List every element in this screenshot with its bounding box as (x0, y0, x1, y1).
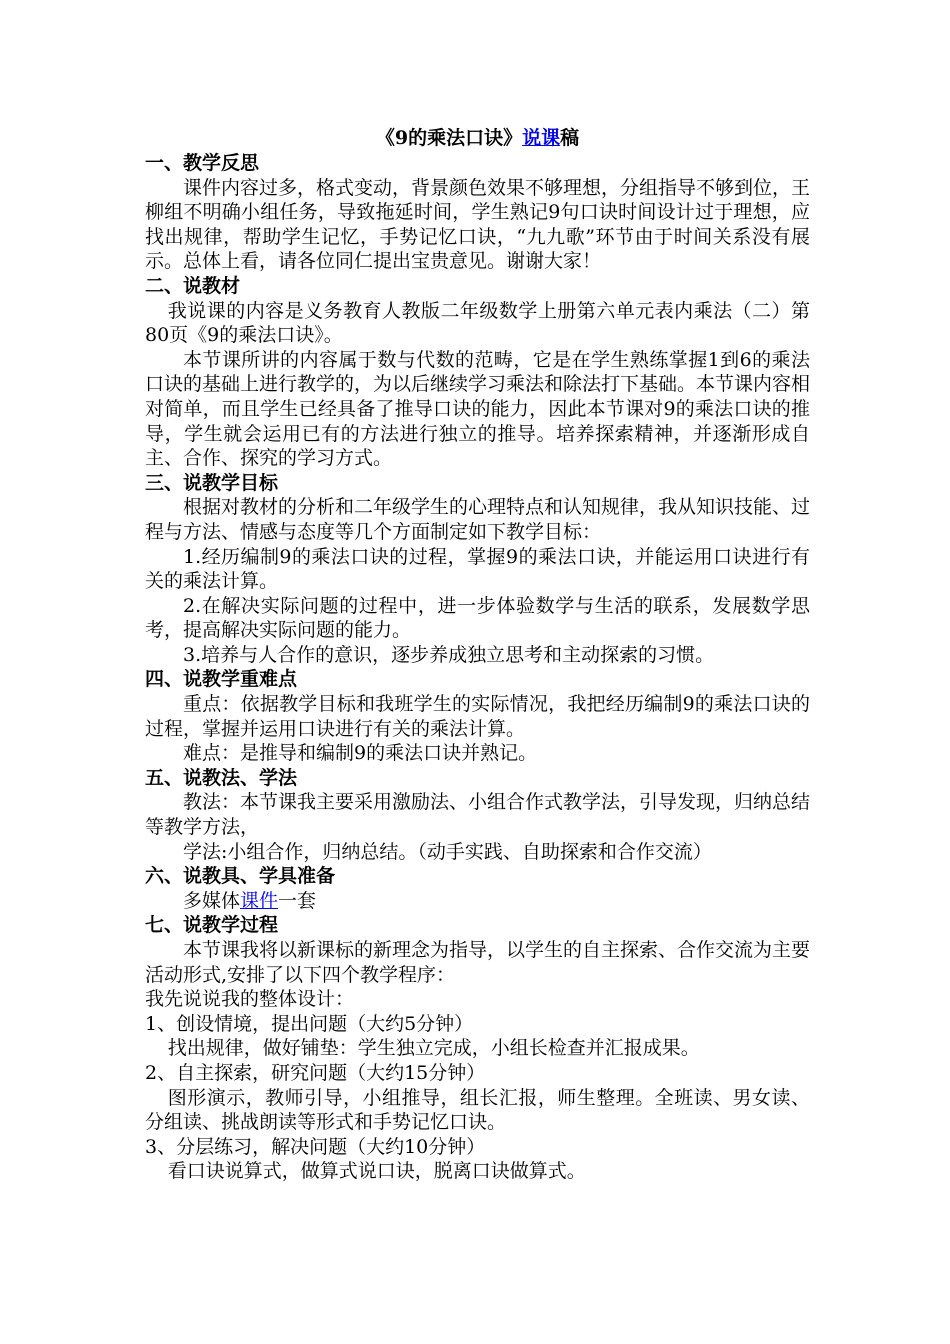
process-intro: 本节课我将以新课标的新理念为指导，以学生的自主探索、合作交流为主要活动形式,安排了以下四个教学程序： (145, 939, 811, 986)
section-heading-6: 六、说教具、学具准备 (145, 865, 336, 888)
teaching-method-paragraph: 教法：本节课我主要采用激励法、小组合作式教学法，引导发现，归纳总结等教学方法， (145, 791, 811, 839)
title-suffix: 稿 (560, 127, 580, 149)
goal-item-2: 2.在解决实际问题的过程中，进一步体验数学与生活的联系，发展数学思考，提高解决实际问题的能力。 (145, 594, 810, 642)
courseware-link[interactable]: 课件 (240, 889, 279, 912)
goal-item-1: 1.经历编制9的乘法口诀的过程，掌握9的乘法口诀，并能运用口诀进行有关的乘法计算。 (145, 545, 810, 593)
step-3-description: 看口诀说算式，做算式说口诀，脱离口诀做算式。 (167, 1160, 586, 1183)
step-3-title: 3、分层练习，解决问题（大约10分钟） (145, 1135, 486, 1158)
section-heading-3: 三、说教学目标 (145, 471, 279, 494)
difficulty-paragraph: 难点：是推导和编制9的乘法口诀并熟记。 (183, 742, 538, 765)
materials-suffix: 一套 (278, 889, 317, 912)
step-2-description: 图形演示，教师引导，小组推导，组长汇报，师生整理。全班读、男女读、分组读、挑战朗读等形式和手势记忆口诀。 (145, 1086, 810, 1134)
step-1-title: 1、创设情境，提出问题（大约5分钟） (145, 1012, 474, 1035)
document-page (145, 125, 810, 1184)
section-heading-5: 五、说教法、学法 (145, 766, 298, 789)
section-heading-7: 七、说教学过程 (145, 914, 279, 937)
section-heading-4: 四、说教学重难点 (145, 668, 298, 691)
section-heading-1: 一、教学反思 (145, 152, 260, 174)
overall-design-line: 我先说说我的整体设计： (145, 988, 355, 1011)
key-point-paragraph: 重点：依据教学目标和我班学生的实际情况，我把经历编制9的乘法口诀的过程，掌握并运用口诀进行有关的乘法计算。 (145, 693, 810, 740)
learning-method-paragraph: 学法:小组合作，归纳总结。（动手实践、自助探索和合作交流） (183, 840, 712, 863)
materials-text: 多媒体 (183, 889, 241, 912)
title-text: 《9的乘法口诀》 (375, 127, 523, 149)
section-heading-2: 二、说教材 (145, 274, 241, 297)
step-1-description: 找出规律，做好铺垫：学生独立完成，小组长检查并汇报成果。 (167, 1037, 700, 1060)
textbook-paragraph-1: 我说课的内容是义务教育人教版二年级数学上册第六单元表内乘法（二）第80页《9的乘法口诀》。 (145, 299, 810, 347)
goal-item-3: 3.培养与人合作的意识，逐步养成独立思考和主动探索的习惯。 (183, 643, 715, 666)
step-2-title: 2、自主探索，研究问题（大约15分钟） (145, 1061, 486, 1084)
document-title (145, 125, 810, 151)
title-link[interactable]: 说课 (522, 127, 561, 149)
goals-intro: 根据对教材的分析和二年级学生的心理特点和认知规律，我从知识技能、过程与方法、情感与态度等几个方面制定如下教学目标： (145, 496, 811, 543)
materials-paragraph (145, 889, 810, 914)
reflection-paragraph: 课件内容过多，格式变动，背景颜色效果不够理想，分组指导不够到位，王柳组不明确小组任务，导致拖延时间，学生熟记9句口诀时间设计过于理想，应找出规律，帮助学生记忆，手势记忆口诀，“九九歌”环节由于时间关系没有展示。总体上看，请各位同仁提出宝贵意见。谢谢大家！ (145, 176, 811, 273)
textbook-paragraph-2: 本节课所讲的内容属于数与代数的范畴，它是在学生熟练掌握1到6的乘法口诀的基础上进行教学的，为以后继续学习乘法和除法打下基础。本节课内容相对简单，而且学生已经具备了推导口诀的能力，因此本节课对9的乘法口诀的推导，学生就会运用已有的方法进行独立的推导。培养探索精神，并逐渐形成自主、合作、探究的学习方式。 (145, 348, 811, 470)
